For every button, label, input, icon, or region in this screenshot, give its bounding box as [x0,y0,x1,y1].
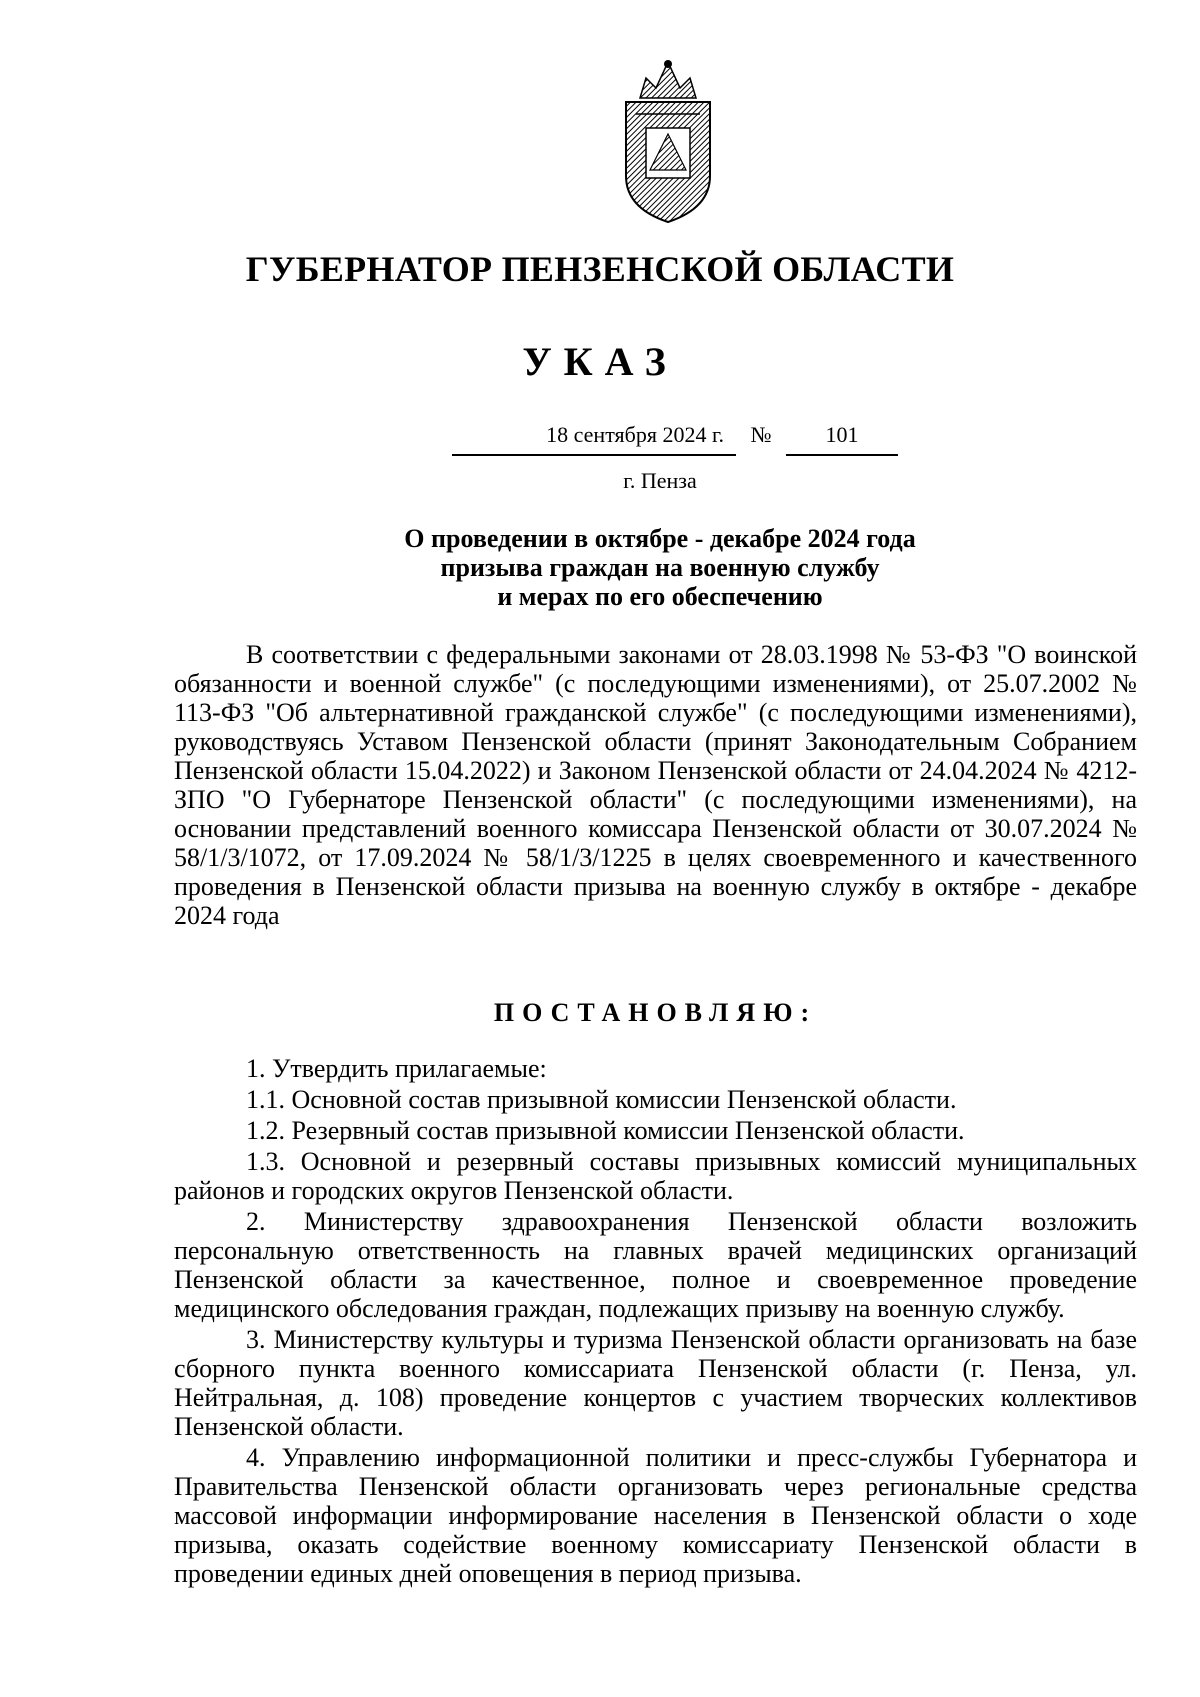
decree-item: 2. Министерству здравоохранения Пензенской области возложить персональную ответственность на главных врачей медицинских организаций Пензенской области за качественное, полное и своевременное проведение медицинского обследования граждан, подлежащих призыву на военную службу. [174,1207,1137,1323]
decree-item: 1. Утвердить прилагаемые: [246,1054,547,1083]
decree-item: 1.3. Основной и резервный составы призывных комиссий муниципальных районов и городских округов Пензенской области. [174,1147,1137,1205]
date-text: 18 сентября 2024 г. [546,422,724,447]
decree-item: 1.2. Резервный состав призывной комиссии Пензенской области. [246,1116,965,1145]
decree-date [452,422,736,456]
decree-number: 101 [786,422,898,456]
preamble-paragraph: В соответствии с федеральными законами от 28.03.1998 № 53-ФЗ "О воинской обязанности и военной службе" (с последующими изменениями), от 25.07.2002 № 113-ФЗ "Об альтернативной гражданской службе" (с последующими изменениями), руководствуясь Уставом Пензенской области (принят Законодательным Собранием Пензенской области 15.04.2022) и Законом Пензенской области от 24.04.2024 № 4212-ЗПО "О Губернаторе Пензенской области" (с последующими изменениями), на основании представлений военного комиссара Пензенской области от 30.07.2024 № 58/1/3/1072, от 17.09.2024 № 58/1/3/1225 в целях своевременного и качественного проведения в Пензенской области призыва на военную службу в октябре - декабре 2024 года [174,640,1137,930]
pensa-oblast-coat-of-arms-icon [606,58,730,226]
subject-line: О проведении в октябре - декабре 2024 года [404,524,916,553]
decree-items [174,1054,1137,1590]
number-sign: № [750,422,772,447]
decree-item: 4. Управлению информационной политики и пресс-службы Губернатора и Правительства Пензенской области организовать через региональные средства массовой информации информирование населения в Пензенской области о ходе призыва, оказать содействие военному комиссариату Пензенской области в проведении единых дней оповещения в период призыва. [174,1443,1137,1588]
document-type: УКАЗ [522,339,678,384]
subject-line: призыва граждан на военную службу [440,553,880,582]
decree-item: 3. Министерству культуры и туризма Пензенской области организовать на базе сборного пункта военного комиссариата Пензенской области (г. Пенза, ул. Нейтральная, д. 108) проведение концертов с участием творческих коллективов Пензенской области. [174,1325,1137,1441]
place-of-issue: г. Пенза [623,468,697,493]
decree-subject [160,524,1160,611]
issuing-authority: ГУБЕРНАТОР ПЕНЗЕНСКОЙ ОБЛАСТИ [245,249,955,289]
subject-line: и мерах по его обеспечению [497,582,823,611]
preamble [174,640,1137,930]
decree-item: 1.1. Основной состав призывной комиссии Пензенской области. [246,1085,957,1114]
ordain-heading: ПОСТАНОВЛЯЮ: [493,998,818,1027]
